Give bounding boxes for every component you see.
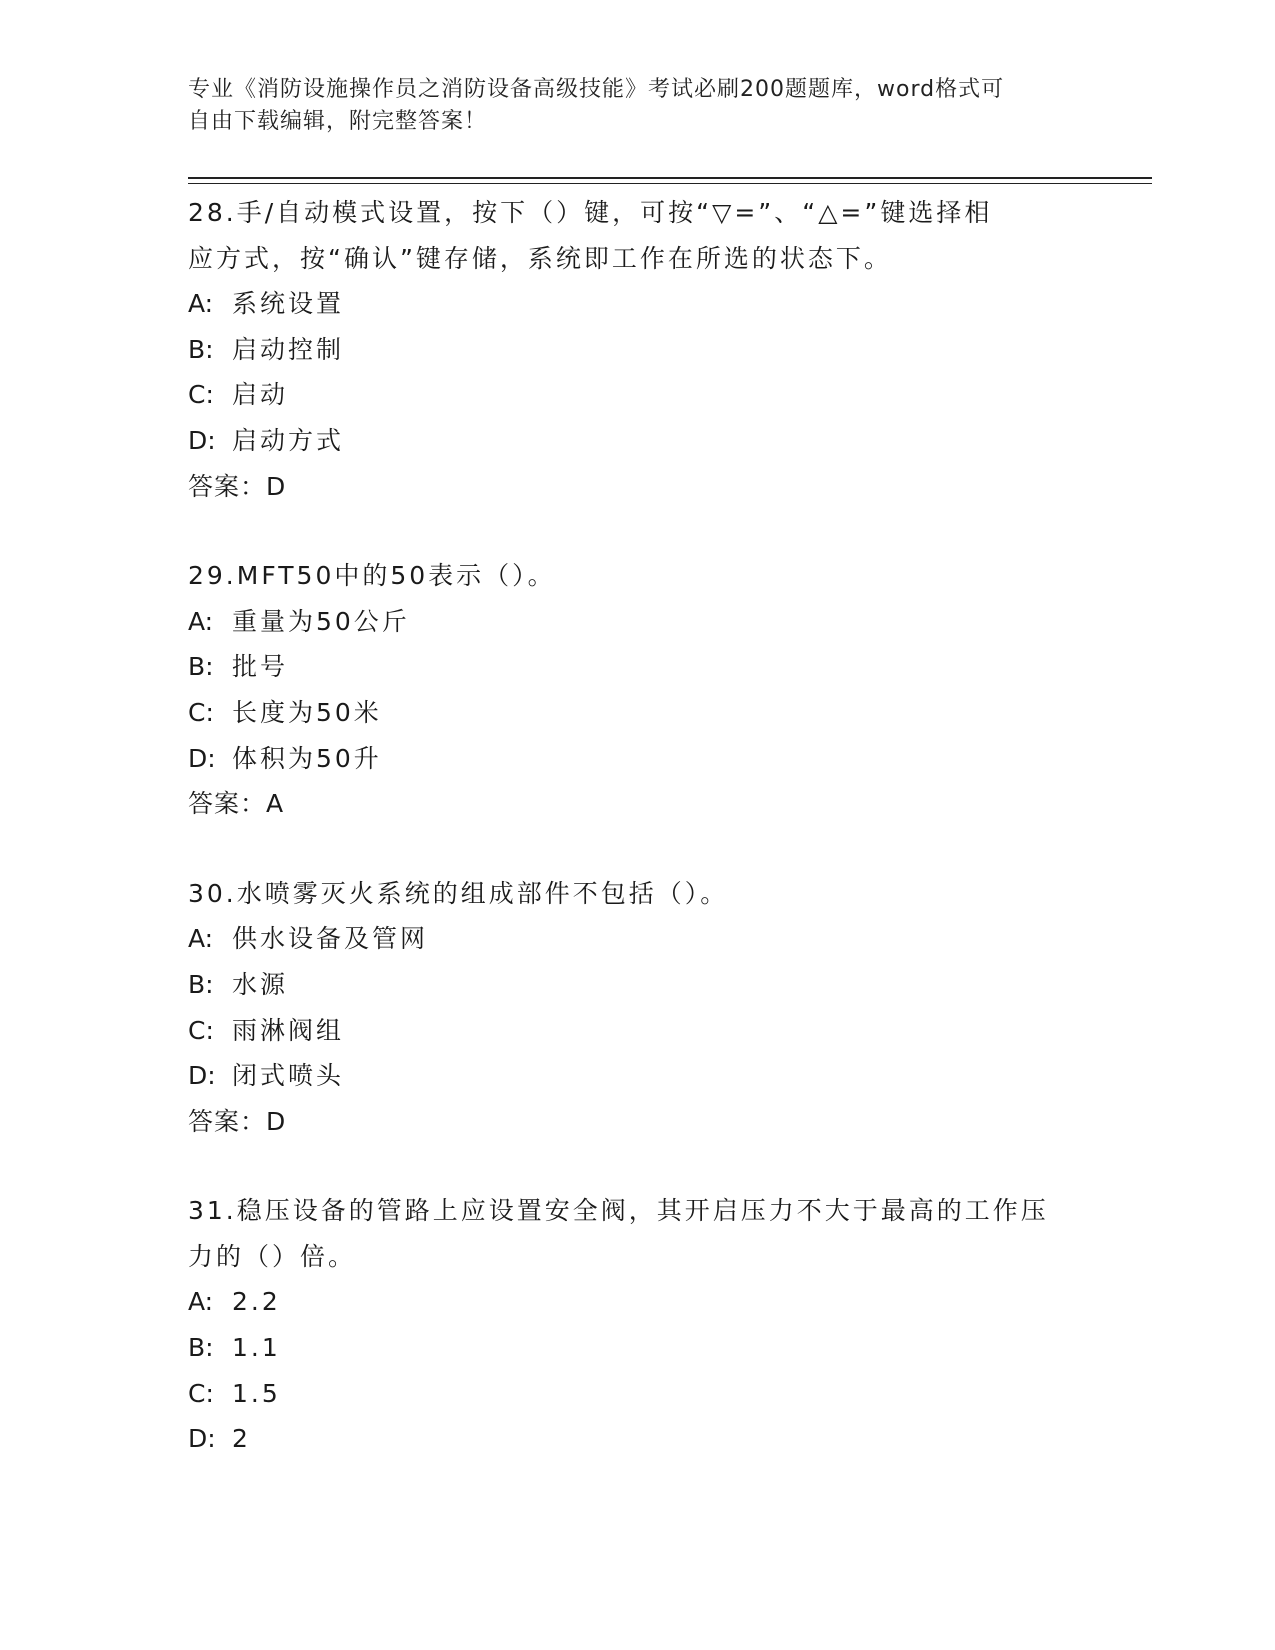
- option-label: D:: [188, 1061, 216, 1091]
- answer-line: 答案：D: [188, 1106, 287, 1136]
- option-text: 长度为50米: [232, 697, 382, 727]
- option-label: B:: [188, 334, 214, 364]
- question-stem-line: 28.手/自动模式设置，按下（）键，可按“▽=”、“△=”键选择相: [188, 198, 993, 227]
- option-text: 雨淋阀组: [232, 1015, 345, 1045]
- option-label: A:: [188, 1287, 214, 1317]
- option-d: [188, 736, 1088, 782]
- option-a: [188, 599, 1088, 645]
- option-a: [188, 281, 1088, 327]
- question-stem-line: 31.稳压设备的管路上应设置安全阀，其开启压力不大于最高的工作压: [188, 1196, 1049, 1226]
- question-stem-line: 29.MFT50中的50表示（）。: [188, 561, 556, 591]
- header-divider-thin: [188, 183, 1152, 184]
- option-label: D:: [188, 425, 216, 455]
- option-d: [188, 418, 1088, 464]
- option-label: D:: [188, 1424, 216, 1454]
- option-a: [188, 916, 1088, 962]
- option-text: 重量为50公斤: [232, 606, 410, 636]
- question-stem-line: 应方式，按“确认”键存储，系统即工作在所选的状态下。: [188, 243, 892, 273]
- option-c: [188, 372, 1088, 418]
- answer-line: 答案：A: [188, 789, 285, 819]
- option-label: D:: [188, 743, 216, 773]
- option-b: [188, 644, 1088, 690]
- option-label: A:: [188, 606, 214, 636]
- option-text: 体积为50升: [232, 743, 382, 773]
- option-c: [188, 1371, 1088, 1417]
- option-text: 启动: [232, 380, 289, 410]
- option-text: 水源: [232, 969, 289, 999]
- answer-line: 答案：D: [188, 471, 287, 501]
- question-stem-line: 力的（）倍。: [188, 1241, 357, 1271]
- header-line-2: 自由下载编辑，附完整答案！: [188, 109, 488, 134]
- question-29: [188, 553, 1088, 827]
- option-text: 1.5: [232, 1378, 281, 1408]
- header-divider-thick: [188, 177, 1152, 179]
- option-c: [188, 690, 1088, 736]
- option-d: [188, 1416, 1088, 1462]
- option-label: C:: [188, 1015, 214, 1045]
- option-label: A:: [188, 924, 214, 954]
- option-text: 闭式喷头: [232, 1061, 345, 1091]
- option-label: B:: [188, 1333, 214, 1363]
- option-text: 供水设备及管网: [232, 924, 429, 954]
- question-list: [188, 190, 1088, 1506]
- question-31: [188, 1188, 1088, 1462]
- option-label: C:: [188, 1378, 214, 1408]
- option-text: 批号: [232, 652, 289, 682]
- option-label: C:: [188, 380, 214, 410]
- option-label: C:: [188, 697, 214, 727]
- option-text: 1.1: [232, 1333, 281, 1363]
- document-header: [188, 74, 1088, 138]
- option-b: [188, 962, 1088, 1008]
- option-label: B:: [188, 969, 214, 999]
- option-a: [188, 1279, 1088, 1325]
- header-line-1: 专业《消防设施操作员之消防设备高级技能》考试必刷200题题库，word格式可: [188, 77, 1005, 102]
- option-d: [188, 1053, 1088, 1099]
- option-label: B:: [188, 652, 214, 682]
- option-text: 启动方式: [232, 425, 345, 455]
- question-28: [188, 190, 1088, 509]
- question-30: [188, 871, 1088, 1145]
- option-c: [188, 1008, 1088, 1054]
- option-b: [188, 1325, 1088, 1371]
- option-b: [188, 327, 1088, 373]
- question-stem-line: 30.水喷雾灭火系统的组成部件不包括（）。: [188, 878, 729, 908]
- option-text: 2.2: [232, 1287, 281, 1317]
- option-text: 2: [232, 1424, 251, 1454]
- option-text: 启动控制: [232, 334, 345, 364]
- option-label: A:: [188, 289, 214, 319]
- option-text: 系统设置: [232, 289, 345, 319]
